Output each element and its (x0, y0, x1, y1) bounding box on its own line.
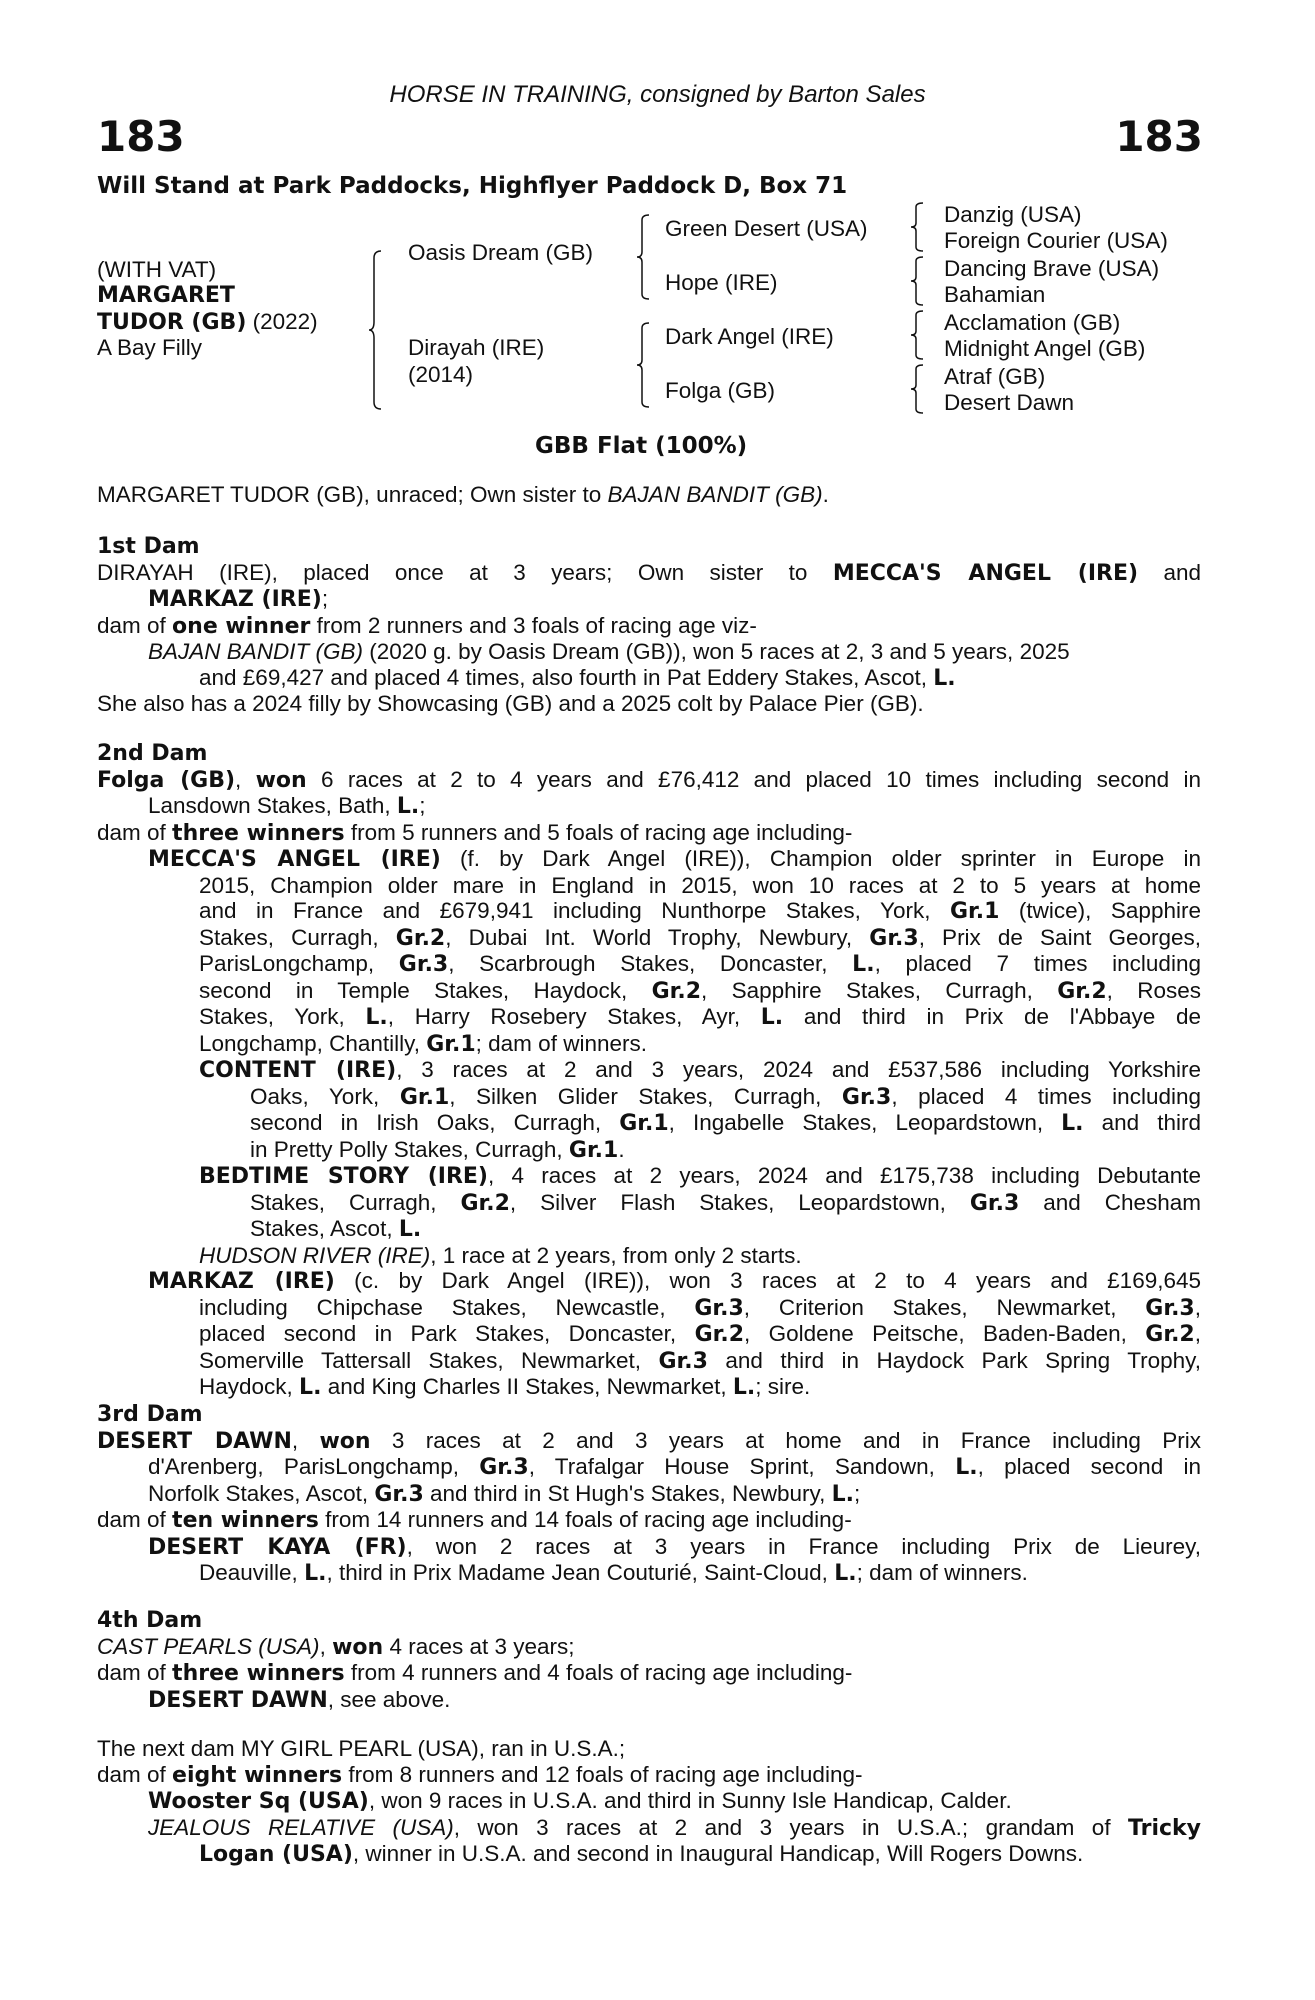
text-d2-c2a: Oaks, York, (250, 1083, 400, 1109)
third-dam-section (97, 1402, 1201, 1587)
dam-dam: Folga (GB) (665, 378, 776, 403)
text-block (199, 1321, 1201, 1348)
text-block (250, 1084, 1201, 1111)
text-d2-c3a: second in Irish Oaks, Curragh, (250, 1110, 620, 1135)
text-d1-l5a: and £69,427 and placed 4 times, also fourth in Pat Eddery Stakes, Ascot, (199, 664, 934, 690)
text-block (97, 1762, 1201, 1789)
text-d2-m5d: L. (852, 952, 875, 977)
intro-line (97, 482, 829, 508)
text-d3-l6e: ; dam of winners. (856, 1560, 1028, 1585)
text-d2-k2a: including Chipchase Stakes, Newcastle, (199, 1294, 695, 1320)
text-d3-l6b: L. (304, 1561, 327, 1586)
text-d2-m7d: L. (760, 1005, 784, 1030)
text-d2-m8c: ; dam of winners. (475, 1030, 647, 1056)
text-block (148, 1534, 1201, 1561)
text-d3-l4a: dam of (97, 1507, 173, 1532)
text-d2-m4b: Gr.2 (395, 925, 446, 951)
text-d4-l2a: dam of (97, 1660, 173, 1685)
mecca-angel-entry (97, 846, 1201, 1268)
text-d3-l2e: , placed second in (977, 1454, 1201, 1479)
text-block (199, 1057, 1201, 1084)
text-d5-l3b: , won 9 races in U.S.A. and third in Sunny Isle Handicap, Calder. (368, 1788, 1012, 1813)
text-block (199, 1084, 1201, 1164)
text-d2-b2c: , Silver Flash Stakes, Leopardstown, (509, 1189, 970, 1215)
text-d2-l3c: from 5 runners and 5 foals of racing age including- (344, 819, 853, 845)
text-d2-k2e: , (1194, 1294, 1201, 1320)
text-d1-l2b: ; (321, 586, 329, 611)
consignment-line: HORSE IN TRAINING, consigned by Barton Sales (389, 81, 926, 108)
text-d2-c2b: Gr.1 (399, 1084, 450, 1110)
text-d5-l2c: from 8 runners and 12 foals of racing age including- (342, 1761, 863, 1787)
text-d2-m5b: Gr.3 (398, 952, 449, 977)
text-d2-k4b: Gr.3 (658, 1348, 708, 1374)
text-block (97, 1534, 1201, 1587)
text-d2-c3d: L. (1061, 1111, 1084, 1136)
text-d2-m6a: second in Temple Stakes, Haydock, (199, 977, 652, 1003)
text-d2-c1b: , 3 races at 2 and 3 years, 2024 and £537,586 including Yorkshire (396, 1057, 1201, 1082)
text-d4-l1b: , (319, 1633, 333, 1659)
text-d2-m1b: (f. by Dark Angel (IRE)), Champion older sprinter in Europe in (440, 846, 1201, 871)
text-d2-k5e: ; sire. (755, 1374, 811, 1399)
text-d2-k5b: L. (299, 1375, 322, 1400)
text-d2-k1b: (c. by Dark Angel (IRE)), won 3 races at 2 to 4 years and £169,645 (334, 1268, 1202, 1293)
text-d3-l2c: , Trafalgar House Sprint, Sandown, (528, 1454, 956, 1479)
stand-location: Will Stand at Park Paddocks, Highflyer Paddock D, Box 71 (97, 173, 848, 199)
text-block (97, 665, 1201, 692)
text-block (97, 1841, 1201, 1868)
text-block (199, 1348, 1201, 1375)
ancestor-dsd: Midnight Angel (GB) (944, 336, 1146, 361)
text-d2-m6e: , Roses (1106, 977, 1202, 1003)
text-d3-l6c: , third in Prix Madame Jean Couturié, Saint-Cloud, (326, 1560, 835, 1585)
first-dam-section (97, 534, 1201, 717)
text-d5-l2a: dam of (97, 1761, 173, 1787)
text-d2-h1b: , 1 race at 2 years, from only 2 starts. (430, 1242, 802, 1268)
text-d2-l2b: L. (396, 794, 420, 819)
text-d2-c3c: , Ingabelle Stakes, Leopardstown, (668, 1110, 1062, 1135)
text-block (148, 873, 1201, 1269)
text-block (250, 1110, 1201, 1137)
ancestor-sss: Danzig (USA) (944, 202, 1082, 227)
text-d2-k3b: Gr.2 (694, 1322, 744, 1347)
text-d2-k3a: placed second in Park Stakes, Doncaster, (199, 1321, 695, 1346)
text-d2-c3b: Gr.1 (619, 1111, 669, 1136)
text-d3-l1c: won (319, 1428, 371, 1454)
text-block (148, 1454, 1201, 1481)
text-d2-k2b: Gr.3 (694, 1295, 744, 1321)
sire-dam: Hope (IRE) (665, 270, 778, 295)
text-d2-b2b: Gr.2 (460, 1190, 510, 1216)
text-d1-l6: She also has a 2024 filly by Showcasing (GB) and a 2025 colt by Palace Pier (GB). (97, 691, 924, 716)
text-d3-l4b: ten winners (172, 1508, 319, 1533)
text-d2-m4c: , Dubai Int. World Trophy, Newbury, (445, 924, 870, 950)
ancestor-sds: Dancing Brave (USA) (944, 256, 1160, 281)
text-block (250, 1190, 1201, 1217)
text-d2-b1b: , 4 races at 2 years, 2024 and £175,738 including Debutante (488, 1163, 1201, 1188)
text-d2-b3a: Stakes, Ascot, (250, 1216, 399, 1241)
ancestor-sdd: Bahamian (944, 282, 1046, 307)
text-d3-l1d: 3 races at 2 and 3 years at home and in France including Prix (370, 1427, 1201, 1453)
text-d2-l3b: three winners (172, 820, 345, 846)
text-d2-m5c: , Scarbrough Stakes, Doncaster, (448, 951, 853, 976)
text-d2-k4c: and third in Haydock Park Spring Trophy, (707, 1347, 1201, 1373)
text-d5-l4b: , won 3 races at 2 and 3 years in U.S.A.; grandam of (453, 1814, 1128, 1840)
text-block (97, 767, 1201, 794)
lot-number-left: 183 (97, 112, 185, 161)
text-d2-m7a: Stakes, York, (199, 1004, 366, 1029)
text-d1-l1a: DIRAYAH (IRE), placed once at 3 years; Own sister to (97, 559, 833, 585)
ancestor-ssd: Foreign Courier (USA) (944, 228, 1168, 253)
second-dam-section (97, 741, 1201, 1401)
text-block (199, 898, 1201, 925)
text-d2-k5c: and King Charles II Stakes, Newmarket, (321, 1374, 733, 1399)
text-d2-b1a: BEDTIME STORY (IRE) (199, 1164, 488, 1189)
text-block (199, 1190, 1201, 1243)
horse-name-line1: MARGARET (97, 283, 235, 308)
text-d4-l1c: won (332, 1634, 384, 1660)
text-block (199, 978, 1201, 1005)
text-d2-b2a: Stakes, Curragh, (250, 1189, 461, 1215)
text-d2-l2a: Lansdown Stakes, Bath, (148, 793, 397, 818)
text-d4-l1d: 4 races at 3 years; (383, 1633, 575, 1659)
ancestor-dss: Acclamation (GB) (944, 310, 1121, 335)
text-block (97, 1634, 1201, 1661)
text-d2-k3e: , (1194, 1321, 1201, 1346)
brace-g3-3 (910, 310, 924, 360)
text-block (97, 560, 1201, 587)
text-d2-m4e: , Prix de Saint Georges, (918, 924, 1201, 950)
text-d2-m8b: Gr.1 (426, 1031, 476, 1057)
brace-sire-line (636, 214, 650, 300)
text-d1-l1c: and (1138, 559, 1201, 585)
text-d4-l2b: three winners (172, 1661, 345, 1686)
text-d2-k3c: , Goldene Peitsche, Baden-Baden, (744, 1321, 1146, 1346)
text-d2-l1a: Folga (GB) (97, 767, 236, 793)
dam: Dirayah (IRE) (408, 335, 545, 360)
text-d2-m3a: and in France and £679,941 including Nunthorpe Stakes, York, (199, 898, 950, 923)
text-d5-l5a: Logan (USA) (199, 1842, 353, 1867)
gbb-rating: GBB Flat (100%) (535, 433, 748, 459)
brace-g3-1 (910, 202, 924, 252)
brace-dam-line (636, 322, 650, 408)
ancestor-dds: Atraf (GB) (944, 364, 1046, 389)
horse-name: TUDOR (GB) (97, 310, 247, 335)
text-d2-k2c: , Criterion Stakes, Newmarket, (743, 1294, 1146, 1320)
ancestor-ddd: Desert Dawn (944, 390, 1075, 415)
text-d2-k4a: Somerville Tattersall Stakes, Newmarket, (199, 1347, 659, 1373)
text-block (250, 1216, 1201, 1243)
text-block (199, 1004, 1201, 1031)
text-d3-l2d: L. (955, 1455, 978, 1480)
text-block (97, 1687, 1201, 1714)
text-d2-m6d: Gr.2 (1057, 978, 1107, 1004)
text-block (199, 1031, 1201, 1058)
text-d3-l3d: L. (831, 1481, 854, 1507)
text-block (148, 1295, 1201, 1401)
second-dam-heading: 2nd Dam (97, 741, 208, 766)
text-block (97, 1454, 1201, 1507)
text-d2-c3e: and third (1083, 1110, 1201, 1135)
text-d2-k2d: Gr.3 (1145, 1295, 1195, 1321)
text-block (148, 1268, 1201, 1295)
text-d1-l1b: MECCA'S ANGEL (IRE) (832, 560, 1139, 586)
text-block (148, 1481, 1201, 1508)
text-d3-l2b: Gr.3 (479, 1455, 529, 1480)
text-d1-l3c: from 2 runners and 3 foals of racing age viz- (310, 612, 757, 638)
text-d2-m2: 2015, Champion older mare in England in 2015, won 10 races at 2 to 5 years at home (199, 872, 1201, 898)
text-d4-l1a: CAST PEARLS (USA) (97, 1633, 320, 1659)
markaz-entry (97, 1268, 1201, 1401)
brace-g3-4 (910, 364, 924, 414)
text-d2-l2c: ; (419, 793, 426, 818)
text-block (199, 1295, 1201, 1322)
text-d2-m5e: , placed 7 times including (874, 951, 1201, 976)
text-block (148, 846, 1201, 873)
text-d1-l4a: BAJAN BANDIT (GB) (148, 639, 364, 664)
text-d2-m5a: ParisLongchamp, (199, 951, 399, 976)
text-d2-c4b: Gr.1 (568, 1137, 619, 1163)
text-d5-l4c: Tricky (1128, 1815, 1201, 1841)
text-d4-l2c: from 4 runners and 4 foals of racing age including- (344, 1660, 853, 1685)
text-block (97, 1788, 1201, 1815)
sire: Oasis Dream (GB) (408, 240, 594, 265)
text-d3-l5b: , won 2 races at 3 years in France including Prix de Lieurey, (406, 1533, 1201, 1559)
text-d1-l4b: (2020 g. by Oasis Dream (GB)), won 5 races at 2, 3 and 5 years, 2025 (363, 639, 1070, 664)
text-d2-m7b: L. (365, 1005, 388, 1030)
text-block (148, 1560, 1201, 1587)
text-d2-m6b: Gr.2 (651, 978, 702, 1004)
text-d2-b3b: L. (398, 1217, 422, 1242)
first-dam-heading: 1st Dam (97, 534, 200, 559)
text-block (97, 639, 1201, 665)
text-d2-k1a: MARKAZ (IRE) (148, 1269, 335, 1294)
vat-label: (WITH VAT) (97, 257, 217, 282)
text-block (250, 1137, 1201, 1164)
text-intro-c: . (822, 482, 829, 507)
next-dam-section (97, 1736, 1201, 1868)
text-d5-l5b: , winner in U.S.A. and second in Inaugural Handicap, Will Rogers Downs. (352, 1841, 1084, 1866)
text-d3-l6d: L. (834, 1561, 857, 1586)
text-d2-c2d: Gr.3 (841, 1084, 892, 1110)
text-d2-m6c: , Sapphire Stakes, Curragh, (701, 977, 1058, 1003)
text-d2-m3c: (twice), Sapphire (999, 898, 1201, 923)
text-d1-l5b: L. (933, 665, 956, 691)
text-intro-a: MARGARET TUDOR (GB), unraced; Own sister to (97, 482, 608, 507)
text-d2-m3b: Gr.1 (949, 899, 1000, 924)
text-block (199, 1374, 1201, 1401)
text-d2-k5d: L. (732, 1375, 756, 1400)
text-d3-l6a: Deauville, (199, 1560, 305, 1585)
text-block (199, 1163, 1201, 1190)
text-d2-c4c: . (618, 1136, 625, 1162)
text-d2-m8a: Longchamp, Chantilly, (199, 1030, 427, 1056)
sire-sire: Green Desert (USA) (665, 216, 868, 241)
text-d3-l1b: , (291, 1427, 320, 1453)
text-block (97, 586, 1201, 613)
text-d4-l3b: , see above. (327, 1686, 451, 1712)
text-block (199, 925, 1201, 952)
text-d2-m1a: MECCA'S ANGEL (IRE) (148, 847, 441, 872)
text-block (199, 951, 1201, 978)
text-block (97, 793, 1201, 820)
text-d5-l3a: Wooster Sq (USA) (148, 1789, 369, 1814)
text-d2-h1a: HUDSON RIVER (IRE) (199, 1242, 431, 1268)
text-d2-m4d: Gr.3 (869, 925, 919, 951)
foaling-year: (2022) (246, 309, 318, 334)
text-d2-m7c: , Harry Rosebery Stakes, Ayr, (387, 1004, 761, 1029)
text-d3-l2a: d'Arenberg, ParisLongchamp, (148, 1454, 480, 1479)
third-dam-heading: 3rd Dam (97, 1402, 203, 1427)
text-d2-m7e: and third in Prix de l'Abbaye de (783, 1004, 1201, 1029)
text-block (199, 1243, 1201, 1269)
text-d2-c2e: , placed 4 times including (891, 1083, 1201, 1109)
text-d3-l3e: ; (854, 1480, 861, 1506)
text-d2-l1d: 6 races at 2 to 4 years and £76,412 and placed 10 times including second in (306, 766, 1201, 792)
text-d2-c4a: in Pretty Polly Stakes, Curragh, (250, 1136, 569, 1162)
text-d3-l5a: DESERT KAYA (FR) (148, 1534, 407, 1560)
text-block (97, 1660, 1201, 1687)
text-d3-l3a: Norfolk Stakes, Ascot, (148, 1480, 375, 1506)
text-block (97, 1428, 1201, 1455)
dam-year: (2014) (408, 362, 474, 387)
text-d5-l4a: JEALOUS RELATIVE (USA) (148, 1814, 454, 1840)
text-d3-l4c: from 14 runners and 14 foals of racing age including- (318, 1507, 852, 1532)
lot-number-right: 183 (1115, 112, 1203, 161)
text-d1-l2a: MARKAZ (IRE) (148, 587, 322, 612)
text-d2-c1a: CONTENT (IRE) (199, 1058, 397, 1083)
text-d2-l1c: won (255, 767, 307, 793)
fourth-dam-section (97, 1608, 1201, 1713)
text-block (97, 613, 1201, 640)
text-block (97, 1815, 1201, 1842)
text-block (97, 820, 1201, 847)
text-d2-l1b: , (235, 766, 256, 792)
text-d5-l1: The next dam MY GIRL PEARL (USA), ran in U.S.A.; (97, 1736, 626, 1761)
text-d3-l3b: Gr.3 (374, 1481, 424, 1507)
text-block (97, 1507, 1201, 1534)
text-d2-b2d: Gr.3 (969, 1190, 1020, 1216)
horse-name-line2 (97, 309, 318, 336)
text-intro-b: BAJAN BANDIT (GB) (607, 482, 823, 507)
text-d2-k5a: Haydock, (199, 1374, 300, 1399)
text-d2-b2e: and Chesham (1019, 1189, 1202, 1215)
text-d4-l3a: DESERT DAWN (148, 1687, 328, 1713)
text-d5-l2b: eight winners (172, 1762, 343, 1788)
dam-sire: Dark Angel (IRE) (665, 324, 834, 349)
brace-g3-2 (910, 256, 924, 306)
text-d1-l3b: one winner (172, 613, 311, 639)
text-d1-l3a: dam of (97, 612, 173, 638)
text-d2-m4a: Stakes, Curragh, (199, 924, 396, 950)
text-d3-l3c: and third in St Hugh's Stakes, Newbury, (423, 1480, 832, 1506)
text-d2-l3a: dam of (97, 819, 173, 845)
horse-description: A Bay Filly (97, 335, 203, 360)
text-d2-k3d: Gr.2 (1145, 1322, 1195, 1347)
text-d2-c2c: , Silken Glider Stakes, Curragh, (449, 1083, 842, 1109)
brace-gen1 (368, 250, 382, 410)
text-d3-l1a: DESERT DAWN (97, 1428, 292, 1454)
fourth-dam-heading: 4th Dam (97, 1608, 203, 1633)
